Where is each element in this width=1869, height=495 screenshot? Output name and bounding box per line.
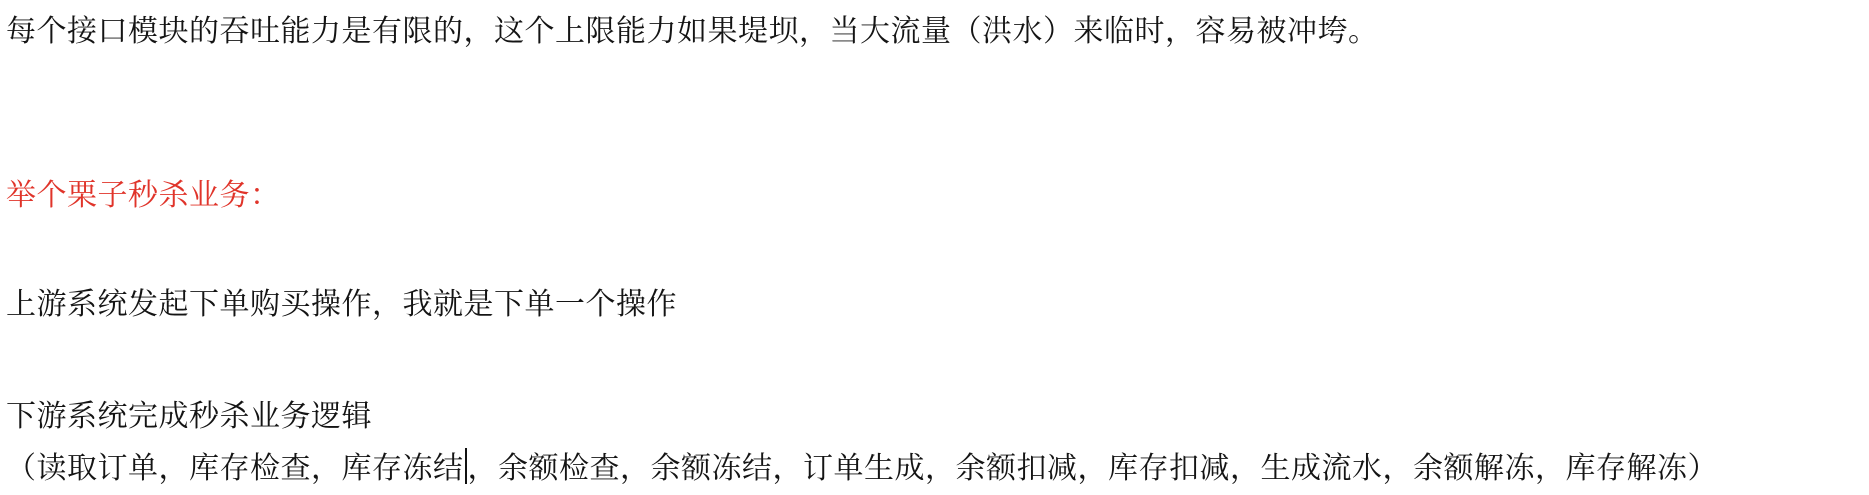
text-cursor xyxy=(465,448,467,484)
steps-after-cursor: ，余额检查，余额冻结，订单生成，余额扣减，库存扣减，生成流水，余额解冻，库存解冻） xyxy=(467,451,1718,486)
example-heading: 举个栗子秒杀业务： xyxy=(6,178,281,213)
paragraph-steps xyxy=(6,448,1718,489)
steps-before-cursor: （读取订单，库存检查，库存冻结 xyxy=(6,451,464,486)
paragraph-throughput: 每个接口模块的吞吐能力是有限的，这个上限能力如果堤坝，当大流量（洪水）来临时，容易被冲垮。 xyxy=(6,14,1379,49)
paragraph-downstream: 下游系统完成秒杀业务逻辑 xyxy=(6,399,372,434)
paragraph-upstream: 上游系统发起下单购买操作，我就是下单一个操作 xyxy=(6,287,677,322)
